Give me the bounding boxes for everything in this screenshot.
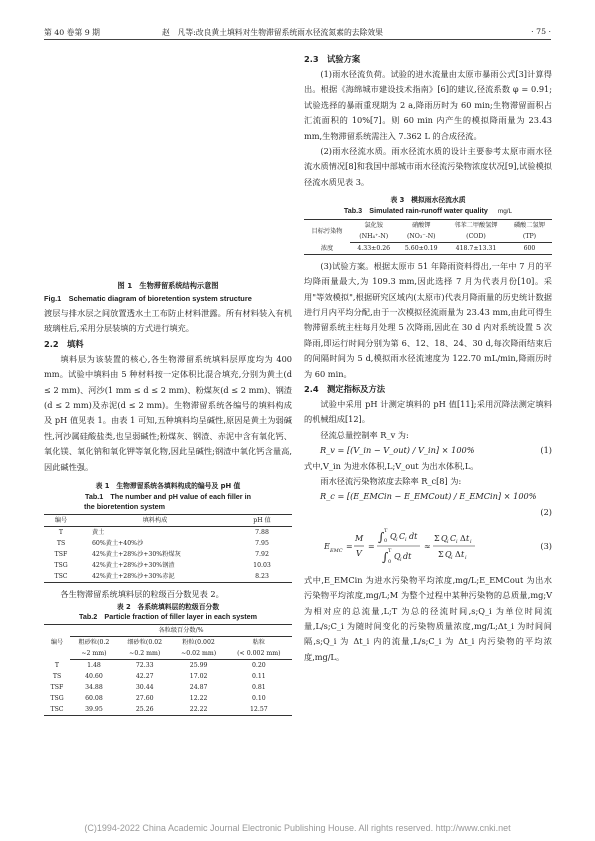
table-2-header-coarse-sand: 粗砂粒(0.2 <box>78 639 110 647</box>
table-row <box>44 560 292 571</box>
svg-text:∫: ∫ <box>382 549 389 564</box>
table-1-caption-en-line1: Tab.1 The number and pH value of each filler in <box>84 491 251 501</box>
table-row <box>44 660 292 672</box>
table-row <box>44 682 292 693</box>
table-cell: 0.11 <box>251 673 266 681</box>
running-header <box>44 26 551 40</box>
table-2-header-fine-sand: 细砂粒(0.02 <box>127 639 163 647</box>
table-cell: 60%黄土+40%沙 <box>92 539 144 547</box>
equation-3-number: (3) <box>540 540 552 551</box>
svg-text:Q: Q <box>441 533 448 543</box>
table-2-header-silt: 粉粒(0.002 <box>182 639 215 647</box>
table-1-caption-en-line2: the bioretention system <box>84 501 166 511</box>
table-3-grid <box>304 219 552 255</box>
paragraph-methods: 试验中采用 pH 计测定填料的 pH 值[11];采用沉降法测定填料的机械组成[12]。 <box>304 399 552 425</box>
table-cell: 5.60±0.19 <box>404 244 438 252</box>
equation-2-number: (2) <box>540 506 552 517</box>
paragraph-eq-notes: 式中,E_EMCin 为进水污染物平均浓度,mg/L;E_EMCout 为出水污染物平均浓度,mg/L;M 为整个过程中某种污染物的总质量,mg;V 为相对应的总流量,L;T 为总的径流时间,s;Q_i 为单位时间流量,L/s;C_i 为随时间变化的污染物质量浓度,mg/L;Δt_i 为时间间隔,s;Q_i 为 Δt_i 内的流量,L/s;C_i 为 Δt_i 内污染物的平均浓度,mg/L。 <box>304 574 552 662</box>
table-cell: 10.03 <box>253 561 271 569</box>
table-cell: 30.44 <box>135 684 154 692</box>
svg-text:dt: dt <box>403 551 412 561</box>
table-cell: 0.81 <box>251 684 266 692</box>
table-cell: TSC <box>50 706 64 714</box>
table-cell: TSG <box>50 695 64 703</box>
header-page-number: · 75 · <box>531 27 551 36</box>
table-cell: 1.48 <box>87 662 101 670</box>
equation-3 <box>304 521 552 571</box>
table-cell: 24.87 <box>189 684 208 692</box>
table-3-header-no3: 硝酸钾 <box>411 221 431 229</box>
table-1-grid <box>44 514 292 583</box>
table-1-caption-cn: 表 1 生物滞留系统各填料构成的编号及 pH 值 <box>95 482 241 491</box>
table-cell: 40.60 <box>85 673 103 681</box>
equation-2-number-row <box>304 505 552 519</box>
svg-text:Δ: Δ <box>455 549 461 559</box>
table-cell: 4.33±0.26 <box>357 244 391 252</box>
table-2-header-silt-range: ~0.02 mm) <box>172 648 226 660</box>
svg-text:T: T <box>384 527 388 534</box>
table-cell: TSF <box>54 550 68 558</box>
paragraph-table2-intro: 各生物滞留系统填料层的粒级百分数见表 2。 <box>60 588 224 599</box>
table-row <box>44 704 292 716</box>
equation-1-formula: R_v = [(V_in − V_out) / V_in] × 100% <box>320 445 475 456</box>
table-3-rowhead: 目标污染物 <box>311 227 343 235</box>
table-cell: 60.08 <box>85 695 103 703</box>
svg-text:M: M <box>355 533 364 543</box>
svg-text:Σ: Σ <box>438 549 444 559</box>
figure-1-caption-en: Fig.1 Schematic diagram of bioretention system structure <box>44 294 252 303</box>
svg-text:=: = <box>368 541 375 551</box>
table-row <box>44 693 292 704</box>
svg-text:Q: Q <box>445 549 452 559</box>
table-cell: TSF <box>50 684 64 692</box>
left-column <box>44 50 292 716</box>
header-volume: 第 40 卷第 9 期 <box>44 28 100 37</box>
table-2-grid <box>44 624 292 716</box>
table-2-caption-en: Tab.2 Particle fraction of filler layer in each system <box>78 612 258 622</box>
table-cell: 12.22 <box>189 695 208 703</box>
svg-text:i: i <box>451 554 453 561</box>
table-cell: 7.92 <box>255 550 269 558</box>
table-1-header-ph: pH 值 <box>232 514 292 526</box>
table-cell: 黄土 <box>92 528 105 536</box>
table-1-header-code: 编号 <box>44 514 78 526</box>
table-3-header-nh4: 氯化铵 <box>364 221 384 229</box>
svg-text:i: i <box>400 556 402 563</box>
right-column <box>304 52 552 665</box>
table-cell: 34.88 <box>85 684 103 692</box>
paragraph-runoff-quality: (2)雨水径流水质。雨水径流水质的设计主要参考太原市雨水径流水质情况[8]和我国中部城市雨水径流污染物浓度状况[9],试验模拟径流水质见表 3。 <box>304 146 552 187</box>
table-cell: 7.95 <box>255 539 269 547</box>
table-2-group-header: 各粒级百分数/% <box>70 625 292 637</box>
table-2-header-code: 编号 <box>50 639 64 647</box>
equation-2-formula: R_c = [(E_EMCin − E_EMCout) / E_EMCin] × 100% <box>320 491 537 502</box>
svg-text:i: i <box>447 538 449 545</box>
table-3-header-no3-sub: (NO₃⁻-N) <box>398 231 446 243</box>
svg-text:0: 0 <box>388 558 392 565</box>
equation-1-number: (1) <box>540 445 552 456</box>
equation-2 <box>304 489 552 504</box>
table-cell: 0.20 <box>251 662 266 670</box>
paragraph-rv-intro: 径流总量控制率 R_v 为: <box>320 429 409 440</box>
table-3-unit: mg/L <box>497 207 513 215</box>
svg-text:Σ: Σ <box>434 533 440 543</box>
table-3-header-tp-sub: (TP) <box>507 231 552 243</box>
table-cell: TSG <box>54 561 68 569</box>
table-cell: 27.60 <box>135 695 154 703</box>
table-cell: 22.22 <box>189 706 208 714</box>
svg-text:Q: Q <box>394 551 401 561</box>
header-title: 赵 凡等:改良黄土填料对生物滞留系统雨水径流氮素的去除效果 <box>162 28 383 37</box>
svg-text:≈: ≈ <box>424 541 431 551</box>
table-2-header-fine-sand-range: ~0.2 mm) <box>118 648 172 660</box>
table-3-caption-en-row <box>304 206 552 217</box>
table-cell: T <box>58 528 64 536</box>
svg-text:E: E <box>324 541 330 551</box>
table-2-header-coarse-sand-range: ~2 mm) <box>70 648 118 660</box>
svg-text:i: i <box>465 554 467 561</box>
table-cell: 42%黄土+28%沙+30%钢渣 <box>92 561 175 569</box>
table-cell: TSC <box>54 572 68 580</box>
table-1-header-composition: 填料构成 <box>78 514 232 526</box>
figure-1-placeholder <box>44 50 292 280</box>
table-cell: TS <box>56 539 66 547</box>
svg-text:T: T <box>388 547 392 554</box>
table-cell: 25.99 <box>189 662 208 670</box>
table-cell: 39.95 <box>85 706 103 714</box>
table-2-header-clay-range: (< 0.002 mm) <box>226 648 292 660</box>
table-cell: 25.26 <box>135 706 154 714</box>
table-3-header-tp: 磷酸二氢钾 <box>514 221 545 229</box>
svg-text:EMC: EMC <box>330 547 343 554</box>
paragraph-rc-intro: 雨水径流污染物浓度去除率 R_c[8] 为: <box>320 476 462 487</box>
copyright-footer: (C)1994-2022 China Academic Journal Electronic Publishing House. All rights reserved. http://www.cnki.net <box>84 823 511 833</box>
table-row <box>44 671 292 682</box>
svg-text:0: 0 <box>384 537 388 544</box>
table-2-header-clay: 粘粒 <box>252 639 266 647</box>
table-row <box>44 526 292 538</box>
table-cell: 42.27 <box>135 673 154 681</box>
figure-1-caption-cn: 图 1 生物滞留系统结构示意图 <box>117 281 219 290</box>
svg-text:Q: Q <box>390 531 397 541</box>
paragraph-intro-continued: 渡层与排水层之间放置透水土工布防止材料泄露。所有材料装入有机玻璃柱后,采用分层装填的方式进行填充。 <box>44 308 292 334</box>
svg-text:i: i <box>396 536 398 543</box>
table-cell: 0.10 <box>251 695 266 703</box>
table-3-header-cod-sub: (COD) <box>445 231 507 243</box>
table-cell: 12.57 <box>249 706 268 714</box>
table-row <box>304 242 552 254</box>
svg-text:t: t <box>461 549 465 559</box>
table-3-header-nh4-sub: (NH₄⁺-N) <box>350 231 398 243</box>
table-3 <box>304 195 552 255</box>
table-cell: 600 <box>523 244 536 252</box>
table-cell: 8.23 <box>255 572 269 580</box>
svg-text:i: i <box>456 538 458 545</box>
table-row <box>44 571 292 583</box>
table-cell: TS <box>52 673 62 681</box>
table-cell: 7.88 <box>255 528 269 536</box>
paragraph-runoff-load: (1)雨水径流负荷。试验的进水流量由太原市暴雨公式[3]计算得出。根据《海绵城市建设技术指南》[6]的建议,径流系数 φ = 0.91;试验选择的暴雨重现期为 2 a,降雨历时为 60 min;生物滞留面积占汇流面积的 10%[7]。则 60 min 内产生的模拟降雨量为 23.43 mm,生物滞留系统需注入 7.362 L 的合成径流。 <box>304 69 552 141</box>
svg-text:C: C <box>450 533 457 543</box>
table-3-header-cod: 邻苯二甲酸氢钾 <box>454 221 498 229</box>
svg-text:i: i <box>470 538 472 545</box>
table-cell: 浓度 <box>320 244 334 252</box>
table-cell: 418.7±13.31 <box>455 244 497 252</box>
table-3-caption-cn: 表 3 模拟雨水径流水质 <box>390 196 466 205</box>
svg-text:i: i <box>405 536 407 543</box>
table-row <box>44 549 292 560</box>
svg-text:t: t <box>466 533 470 543</box>
section-2-3-heading: 2.3 试验方案 <box>304 54 361 64</box>
table-cell: 72.33 <box>135 662 154 670</box>
svg-text:=: = <box>346 541 353 551</box>
paragraph-filler: 填料层为该装置的核心,各生物滞留系统填料层厚度均为 400 mm。试验中填料由 5 种材料按一定体积比混合填充,分别为黄土(d ≤ 2 mm)、河沙(1 mm ≤ d ≤ 2 mm)、粉煤灰(d ≤ 2 mm)、钢渣(d ≤ 2 mm)及赤泥(d ≤ 2 mm)。生物滞留系统各编号的填料构成及 pH 值见表 1。由表 1 可知,五种填料均呈碱性,原因是黄土为弱碱性,河沙属硅酸盐类,也呈弱碱性;粉煤灰、钢渣、赤泥中含有氧化钙、氧化镁、氧化钠和氧化钾等氧化物,因此呈碱性;钢渣中氧化钙含量高,因此碱性强。 <box>44 353 292 472</box>
svg-text:C: C <box>399 531 406 541</box>
svg-text:V: V <box>356 548 362 558</box>
equation-3-formula <box>324 521 524 571</box>
table-cell: T <box>54 662 60 670</box>
paragraph-eq1-notes: 式中,V_in 为进水体积,L;V_out 为出水体积,L。 <box>304 460 479 471</box>
table-cell: 17.02 <box>189 673 208 681</box>
table-2-caption-cn: 表 2 各系统填料层的粒级百分数 <box>116 602 220 611</box>
table-1 <box>44 481 292 583</box>
svg-text:∫: ∫ <box>378 529 385 544</box>
table-cell: 42%黄土+28%沙+30%粉煤灰 <box>92 550 181 558</box>
table-cell: 42%黄土+28%沙+30%赤泥 <box>92 572 175 580</box>
section-2-2-heading: 2.2 填料 <box>44 338 84 349</box>
paragraph-test-plan: (3)试验方案。根据太原市 51 年降雨资料得出,一年中 7 月的平均降雨量最大,为 109.3 mm,因此选择 7 月为代表月份[10]。采用"等效模拟",根据研究区域内(太原市)代表月降雨量的历史统计数据进行月内平均分配,由于一次模拟径流雨量为 23.43 mm,由此可得生物滞留系统主柱每月处理 5 次降雨,因此在 30 d 内对系统设置 5 次降雨,即运行时间分别为第 6、12、18、24、30 d,每次降雨结束后的间隔时间为 5 d,模拟雨水径流速度为 122.70 mL/min,降雨历时为 60 min。 <box>304 260 552 379</box>
table-row <box>44 538 292 549</box>
table-2 <box>44 602 292 717</box>
section-2-4-heading: 2.4 测定指标及方法 <box>304 384 386 394</box>
table-3-caption-en: Tab.3 Simulated rain-runoff water quality <box>343 205 488 215</box>
equation-1 <box>304 443 552 458</box>
svg-text:Δ: Δ <box>460 533 466 543</box>
svg-text:dt: dt <box>409 531 418 541</box>
